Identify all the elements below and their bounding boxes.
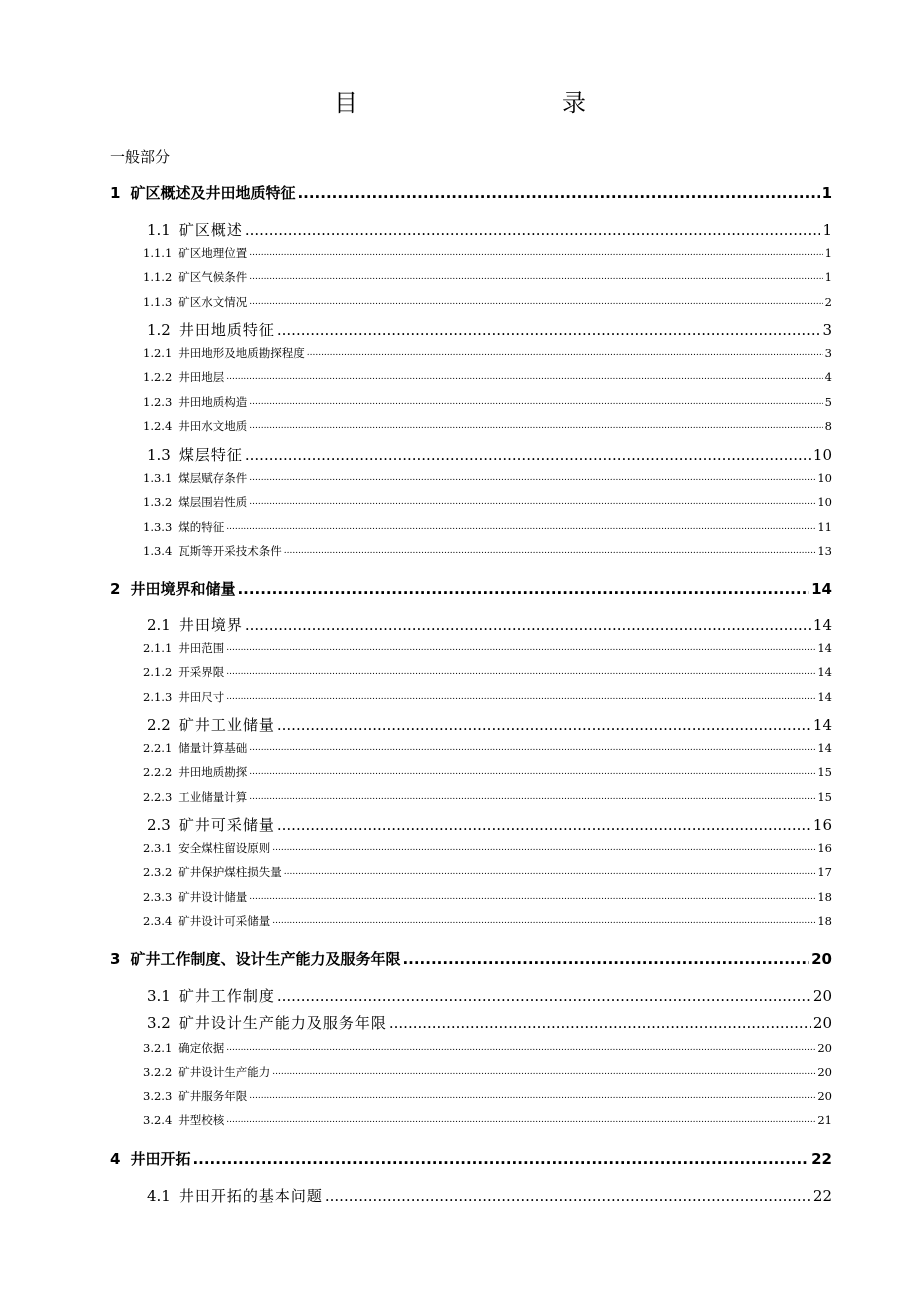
toc-entry[interactable] — [143, 345, 832, 361]
toc-dot-leader — [226, 519, 815, 535]
toc-entry-title: 开采界限 — [178, 665, 225, 679]
toc-entry-number: 3.2.1 — [143, 1041, 173, 1055]
toc-entry[interactable] — [143, 1112, 832, 1128]
toc-entry-page: 20 — [812, 1014, 832, 1032]
toc-entry-title: 井田地质特征 — [178, 321, 275, 339]
toc-entry-number: 1.1.3 — [143, 295, 173, 309]
toc-dot-leader — [284, 864, 816, 880]
toc-entry-page: 3 — [822, 321, 832, 339]
toc-entry-number: 3.2 — [147, 1014, 171, 1032]
toc-entry-number: 1.3 — [147, 446, 171, 464]
toc-entry-page: 1 — [824, 270, 832, 284]
toc-entry[interactable] — [110, 948, 832, 970]
toc-entry-page: 14 — [812, 616, 832, 634]
toc-entry[interactable] — [143, 470, 832, 486]
toc-entry-title: 矿区水文情况 — [178, 295, 248, 309]
toc-entry-title: 安全煤柱留设原则 — [178, 841, 271, 855]
toc-dot-leader — [249, 740, 815, 756]
toc-entry-number: 1.1.1 — [143, 246, 173, 260]
toc-entry-page: 14 — [817, 741, 832, 755]
toc-entry-page: 14 — [812, 716, 832, 734]
toc-entry-title: 井田地质构造 — [178, 395, 248, 409]
toc-dot-leader — [277, 814, 811, 836]
toc-entry[interactable] — [143, 840, 832, 856]
toc-entry[interactable] — [147, 319, 832, 341]
toc-entry-title: 矿区概述及井田地质特征 — [130, 184, 296, 202]
toc-entry-number: 2.2 — [147, 716, 171, 734]
toc-entry[interactable] — [143, 294, 832, 310]
toc-entry[interactable] — [143, 1040, 832, 1056]
toc-entry[interactable] — [143, 689, 832, 705]
toc-entry-page: 2 — [824, 295, 832, 309]
toc-entry-number: 4 — [110, 1150, 121, 1168]
toc-dot-leader — [237, 578, 809, 600]
toc-entry-number: 3.2.3 — [143, 1089, 173, 1103]
toc-dot-leader — [249, 764, 815, 780]
toc-dot-leader — [249, 789, 815, 805]
toc-entry-number: 2.1 — [147, 616, 171, 634]
toc-entry-title: 井田尺寸 — [178, 690, 225, 704]
toc-entry[interactable] — [110, 578, 832, 600]
toc-entry-title: 矿井工作制度 — [178, 987, 275, 1005]
toc-entry-page: 15 — [817, 790, 832, 804]
toc-entry-number: 2.1.3 — [143, 690, 173, 704]
toc-entry-number: 2.3.2 — [143, 865, 173, 879]
toc-entry[interactable] — [147, 985, 832, 1007]
toc-entry-page: 15 — [817, 765, 832, 779]
toc-entry-number: 1.3.3 — [143, 520, 173, 534]
toc-entry[interactable] — [143, 764, 832, 780]
toc-dot-leader — [226, 1112, 815, 1128]
toc-entry-page: 20 — [811, 950, 832, 968]
toc-entry-title: 井田地形及地质勘探程度 — [178, 346, 305, 360]
toc-entry[interactable] — [147, 1012, 832, 1034]
toc-entry-page: 5 — [824, 395, 832, 409]
toc-entry-number: 4.1 — [147, 1187, 171, 1205]
toc-entry-page: 10 — [817, 471, 832, 485]
toc-entry-title: 工业储量计算 — [178, 790, 248, 804]
toc-entry-page: 16 — [812, 816, 832, 834]
toc-dot-leader — [272, 1064, 815, 1080]
toc-entry-page: 1 — [824, 246, 832, 260]
toc-entry-number: 1.2.3 — [143, 395, 173, 409]
toc-entry-number: 2.3.3 — [143, 890, 173, 904]
toc-dot-leader — [325, 1185, 811, 1207]
toc-entry-page: 20 — [817, 1089, 832, 1103]
toc-entry-title: 井田境界 — [178, 616, 243, 634]
toc-entry-title: 矿井设计可采储量 — [178, 914, 271, 928]
toc-entry-title: 矿井设计储量 — [178, 890, 248, 904]
toc-entry[interactable] — [143, 394, 832, 410]
toc-dot-leader — [297, 182, 819, 204]
toc-dot-leader — [245, 219, 821, 241]
toc-entry-number: 1.3.4 — [143, 544, 173, 558]
toc-entry-title: 矿井设计生产能力 — [178, 1065, 271, 1079]
toc-entry-number: 1.2.1 — [143, 346, 173, 360]
toc-entry[interactable] — [147, 614, 832, 636]
toc-entry-title: 确定依据 — [178, 1041, 225, 1055]
toc-entry[interactable] — [143, 664, 832, 680]
toc-dot-leader — [249, 1088, 815, 1104]
toc-entry[interactable] — [143, 245, 832, 261]
toc-entry-page: 4 — [824, 370, 832, 384]
toc-entry-title: 煤层赋存条件 — [178, 471, 248, 485]
toc-dot-leader — [226, 640, 815, 656]
toc-dot-leader — [245, 614, 811, 636]
toc-entry[interactable] — [143, 889, 832, 905]
toc-dot-leader — [284, 543, 816, 559]
toc-entry[interactable] — [143, 640, 832, 656]
toc-dot-leader — [277, 319, 821, 341]
toc-dot-leader — [249, 245, 822, 261]
toc-entry-title: 井田开拓 — [130, 1150, 191, 1168]
page-title: 目 录 — [334, 89, 638, 117]
toc-dot-leader — [307, 345, 823, 361]
toc-entry-title: 煤层围岩性质 — [178, 495, 248, 509]
toc-entry-number: 1.3.1 — [143, 471, 173, 485]
toc-entry[interactable] — [143, 913, 832, 929]
toc-entry[interactable] — [143, 740, 832, 756]
toc-entry-number: 2.3.4 — [143, 914, 173, 928]
toc-entry-title: 储量计算基础 — [178, 741, 248, 755]
toc-entry-page: 14 — [817, 641, 832, 655]
toc-dot-leader — [226, 689, 815, 705]
toc-entry-title: 矿井工业储量 — [178, 716, 275, 734]
toc-entry-number: 1 — [110, 184, 121, 202]
toc-entry-title: 井田水文地质 — [178, 419, 248, 433]
toc-entry-number: 3 — [110, 950, 121, 968]
toc-entry-title: 井田范围 — [178, 641, 225, 655]
toc-entry[interactable] — [147, 444, 832, 466]
toc-dot-leader — [277, 985, 811, 1007]
toc-entry[interactable] — [143, 519, 832, 535]
toc-entry[interactable] — [143, 543, 832, 559]
toc-entry[interactable] — [143, 369, 832, 385]
toc-dot-leader — [245, 444, 811, 466]
toc-entry[interactable] — [143, 494, 832, 510]
toc-entry-title: 矿井服务年限 — [178, 1089, 248, 1103]
toc-entry-number: 3.2.2 — [143, 1065, 173, 1079]
toc-dot-leader — [249, 494, 815, 510]
toc-entry-number: 2.2.2 — [143, 765, 173, 779]
toc-entry-page: 10 — [812, 446, 832, 464]
toc-dot-leader — [249, 418, 822, 434]
toc-entry[interactable] — [143, 1064, 832, 1080]
toc-entry-number: 2.2.3 — [143, 790, 173, 804]
toc-entry-title: 矿井保护煤柱损失量 — [178, 865, 282, 879]
toc-entry-number: 2.3.1 — [143, 841, 173, 855]
toc-entry-number: 2.1.2 — [143, 665, 173, 679]
toc-entry-number: 1.2.2 — [143, 370, 173, 384]
toc-entry-page: 3 — [824, 346, 832, 360]
toc-dot-leader — [249, 470, 815, 486]
toc-dot-leader — [272, 840, 815, 856]
toc-entry[interactable] — [143, 789, 832, 805]
toc-dot-leader — [249, 269, 822, 285]
toc-dot-leader — [249, 294, 822, 310]
toc-entry[interactable] — [110, 1148, 832, 1170]
toc-entry-title: 井型校核 — [178, 1113, 225, 1127]
toc-dot-leader — [272, 913, 815, 929]
toc-entry-page: 20 — [812, 987, 832, 1005]
toc-entry-page: 17 — [817, 865, 832, 879]
toc-entry-page: 22 — [811, 1150, 832, 1168]
toc-entry-page: 8 — [824, 419, 832, 433]
toc-entry-number: 2 — [110, 580, 121, 598]
toc-entry-title: 矿井工作制度、设计生产能力及服务年限 — [130, 950, 401, 968]
toc-entry-number: 1.3.2 — [143, 495, 173, 509]
toc-entry-number: 2.1.1 — [143, 641, 173, 655]
toc-entry-title: 井田地质勘探 — [178, 765, 248, 779]
toc-entry-number: 2.3 — [147, 816, 171, 834]
toc-entry-number: 1.1 — [147, 221, 171, 239]
toc-entry-page: 14 — [817, 690, 832, 704]
toc-entry-title: 井田开拓的基本问题 — [178, 1187, 323, 1205]
toc-entry-title: 井田境界和储量 — [130, 580, 236, 598]
toc-entry-page: 1 — [821, 184, 832, 202]
toc-entry-number: 1.2 — [147, 321, 171, 339]
section-label: 一般部分 — [110, 148, 171, 166]
toc-entry-title: 煤的特征 — [178, 520, 225, 534]
toc-entry-page: 18 — [817, 914, 832, 928]
toc-entry-number: 1.2.4 — [143, 419, 173, 433]
toc-entry-page: 18 — [817, 890, 832, 904]
toc-entry-number: 3.2.4 — [143, 1113, 173, 1127]
toc-entry-page: 20 — [817, 1065, 832, 1079]
toc-entry[interactable] — [143, 418, 832, 434]
toc-entry-page: 11 — [817, 520, 832, 534]
toc-entry-page: 16 — [817, 841, 832, 855]
toc-dot-leader — [226, 369, 822, 385]
toc-entry-page: 10 — [817, 495, 832, 509]
toc-dot-leader — [277, 714, 811, 736]
toc-entry-page: 21 — [817, 1113, 832, 1127]
toc-entry[interactable] — [143, 1088, 832, 1104]
toc-entry[interactable] — [110, 182, 832, 204]
toc-entry-number: 2.2.1 — [143, 741, 173, 755]
toc-dot-leader — [226, 664, 815, 680]
toc-entry[interactable] — [147, 1185, 832, 1207]
toc-dot-leader — [226, 1040, 815, 1056]
toc-entry-title: 矿井可采储量 — [178, 816, 275, 834]
toc-entry-title: 煤层特征 — [178, 446, 243, 464]
toc-entry[interactable] — [147, 814, 832, 836]
toc-dot-leader — [249, 394, 822, 410]
toc-entry[interactable] — [143, 269, 832, 285]
toc-dot-leader — [402, 948, 809, 970]
toc-dot-leader — [192, 1148, 809, 1170]
toc-entry-title: 矿区地理位置 — [178, 246, 248, 260]
toc-entry-title: 矿区气候条件 — [178, 270, 248, 284]
toc-entry-page: 14 — [811, 580, 832, 598]
toc-entry-title: 瓦斯等开采技术条件 — [178, 544, 282, 558]
toc-dot-leader — [249, 889, 815, 905]
toc-entry-page: 14 — [817, 665, 832, 679]
toc-entry-page: 22 — [812, 1187, 832, 1205]
toc-entry-page: 13 — [817, 544, 832, 558]
toc-entry-page: 20 — [817, 1041, 832, 1055]
toc-entry-title: 井田地层 — [178, 370, 225, 384]
toc-dot-leader — [389, 1012, 811, 1034]
toc-entry-title: 矿井设计生产能力及服务年限 — [178, 1014, 387, 1032]
toc-entry-page: 1 — [822, 221, 832, 239]
toc-entry-title: 矿区概述 — [178, 221, 243, 239]
toc-entry[interactable] — [147, 714, 832, 736]
toc-entry[interactable] — [147, 219, 832, 241]
toc-entry-number: 3.1 — [147, 987, 171, 1005]
toc-entry-number: 1.1.2 — [143, 270, 173, 284]
toc-entry[interactable] — [143, 864, 832, 880]
